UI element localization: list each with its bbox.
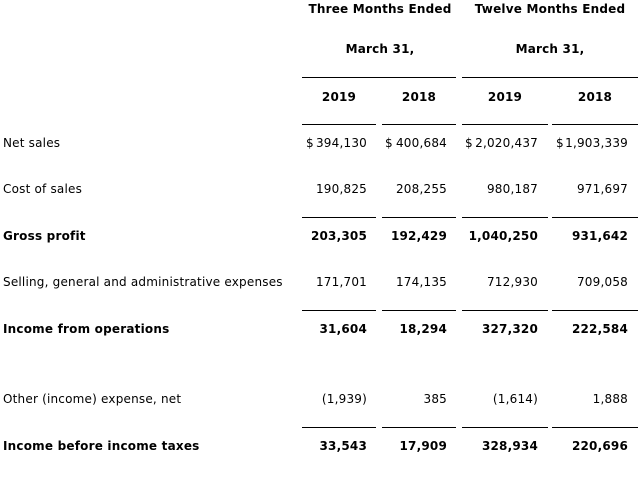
cell-value: 327,320: [481, 322, 538, 336]
cell-value: 400,684: [395, 136, 447, 150]
dollar-sign: $: [306, 136, 314, 150]
cell-value: 17,909: [399, 439, 447, 453]
cell-value: 394,130: [315, 136, 367, 150]
year-rule-2: [382, 124, 456, 125]
cell-value: 931,642: [571, 229, 628, 243]
subtotal-rule: [382, 217, 456, 218]
cell-value: 971,697: [576, 182, 628, 196]
cell-value: 174,135: [395, 275, 447, 289]
dollar-sign: $: [465, 136, 473, 150]
subtotal-rule: [552, 427, 638, 428]
col-header-2018-twelve: 2018: [577, 90, 613, 104]
cell-value: 1,888: [592, 392, 628, 406]
subtotal-rule: [552, 310, 638, 311]
year-rule-3: [462, 124, 548, 125]
subtotal-rule: [382, 310, 456, 311]
header-rule-three-months: [302, 77, 456, 78]
subtotal-rule: [462, 217, 548, 218]
cell-value: 385: [423, 392, 447, 406]
col-header-2019-twelve: 2019: [487, 90, 523, 104]
cell-value: 33,543: [319, 439, 367, 453]
subtotal-rule: [462, 427, 548, 428]
subtotal-rule: [382, 427, 456, 428]
col-header-2018-three: 2018: [401, 90, 437, 104]
cell-value: 1,040,250: [468, 229, 538, 243]
cell-value: 220,696: [571, 439, 628, 453]
row-label-gross-profit: Gross profit: [3, 229, 86, 243]
cell-value: 18,294: [399, 322, 447, 336]
subtotal-rule: [302, 310, 376, 311]
header-twelve-months-date: March 31,: [515, 42, 585, 56]
cell-value: 980,187: [486, 182, 538, 196]
cell-value: 1,903,339: [565, 136, 628, 150]
cell-value: (1,614): [492, 392, 538, 406]
dollar-sign: $: [385, 136, 393, 150]
row-label-net-sales: Net sales: [3, 136, 61, 150]
row-label-sga: Selling, general and administrative expenses: [3, 275, 283, 289]
row-label-income-from-operations: Income from operations: [3, 322, 170, 336]
cell-value: 328,934: [481, 439, 538, 453]
cell-value: 712,930: [486, 275, 538, 289]
cell-value: 31,604: [319, 322, 367, 336]
cell-value: 222,584: [571, 322, 628, 336]
cell-value: 208,255: [395, 182, 447, 196]
header-three-months-date: March 31,: [345, 42, 415, 56]
subtotal-rule: [462, 310, 548, 311]
year-rule-4: [552, 124, 638, 125]
year-rule-1: [302, 124, 376, 125]
col-header-2019-three: 2019: [321, 90, 357, 104]
dollar-sign: $: [556, 136, 564, 150]
subtotal-rule: [302, 427, 376, 428]
row-label-income-before-taxes: Income before income taxes: [3, 439, 200, 453]
cell-value: 709,058: [576, 275, 628, 289]
header-three-months: Three Months Ended: [308, 2, 452, 16]
cell-value: 203,305: [310, 229, 367, 243]
subtotal-rule: [552, 217, 638, 218]
row-label-other-income-expense: Other (income) expense, net: [3, 392, 182, 406]
cell-value: (1,939): [321, 392, 367, 406]
cell-value: 190,825: [315, 182, 367, 196]
cell-value: 2,020,437: [475, 136, 538, 150]
row-label-cost-of-sales: Cost of sales: [3, 182, 83, 196]
cell-value: 192,429: [390, 229, 447, 243]
cell-value: 171,701: [315, 275, 367, 289]
header-twelve-months: Twelve Months Ended: [474, 2, 626, 16]
header-rule-twelve-months: [462, 77, 638, 78]
subtotal-rule: [302, 217, 376, 218]
